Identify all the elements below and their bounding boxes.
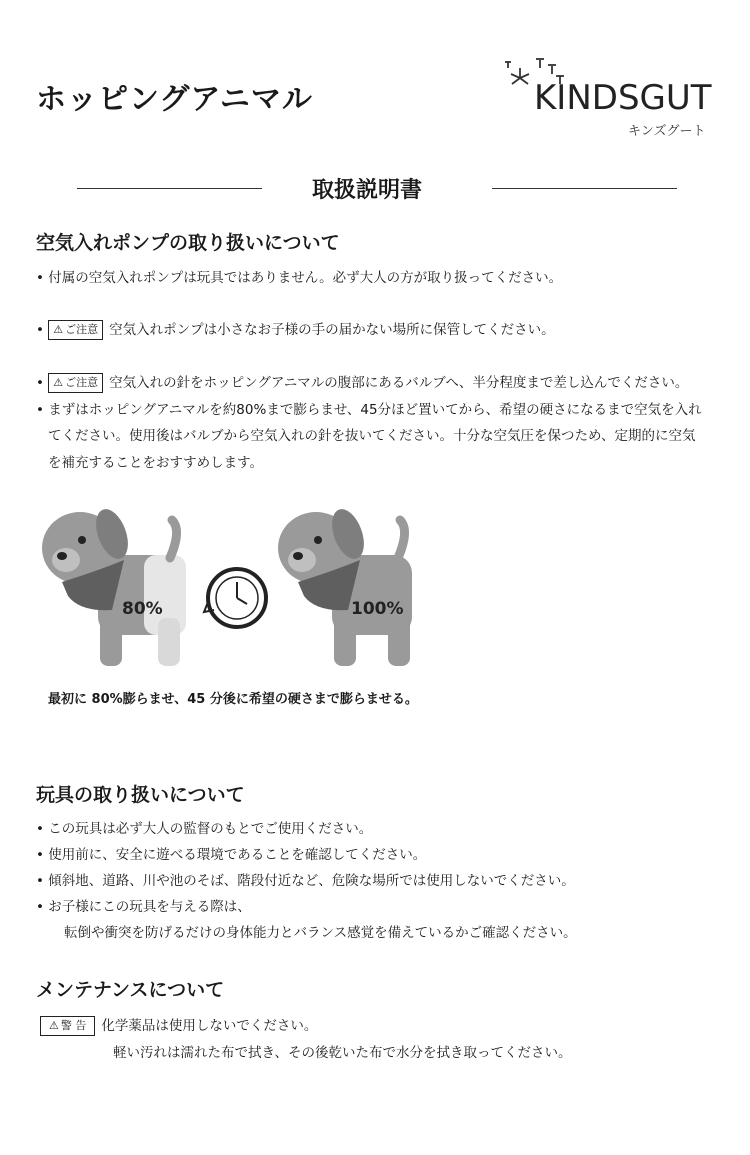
caution-text-2: 空気入れの針をホッピングアニマルの腹部にあるバルブへ、半分程度まで差し込んでください。: [109, 375, 689, 391]
pump-line-2a: • まずはホッピングアニマルを約80%まで膨らませ、45分ほど置いてから、希望の硬さになるまで空気を入れ: [36, 402, 702, 418]
warning-triangle-icon: ⚠: [49, 1019, 59, 1032]
caution-badge: ⚠ ご注意: [48, 320, 103, 340]
caution-text-1: 空気入れポンプは小さなお子様の手の届かない場所に保管してください。: [109, 322, 555, 338]
maintenance-heading: メンテナンスについて: [36, 979, 225, 1001]
clock-icon: [204, 569, 266, 627]
percent-100-label: 100%: [351, 599, 404, 619]
dog-80-icon: [42, 505, 186, 666]
divider-right: [492, 188, 677, 189]
warning-triangle-icon: ⚠: [53, 376, 64, 389]
page-title: ホッピングアニマル: [36, 82, 313, 117]
pump-line-2c: を補充することをおすすめします。: [48, 455, 264, 471]
toy-item-1: • この玩具は必ず大人の監督のもとでご使用ください。: [36, 821, 373, 837]
pump-line-2b: てください。使用後はバルブから空気入れの針を抜いてください。十分な空気圧を保つため、定期的に空気: [48, 428, 696, 444]
caution-badge: ⚠ ご注意: [48, 373, 103, 393]
divider-left: [77, 188, 262, 189]
maintenance-line-1: 化学薬品は使用しないでください。: [101, 1018, 318, 1034]
warning-triangle-icon: ⚠: [53, 323, 64, 336]
toy-section-heading: 玩具の取り扱いについて: [36, 784, 245, 806]
warning-badge: ⚠ 警 告: [40, 1016, 95, 1036]
dog-100-icon: [278, 505, 412, 666]
pump-line-1: • 付属の空気入れポンプは玩具ではありません。必ず大人の方が取り扱ってください。: [36, 270, 563, 286]
brand-kana: キンズグート: [628, 124, 706, 139]
caution-row-2: • ⚠ ご注意 空気入れの針をホッピングアニマルの腹部にあるバルブへ、半分程度まで差し込んでください。: [36, 375, 689, 391]
brand-name: KINDSGUT: [534, 78, 712, 118]
pump-section-heading: 空気入れポンプの取り扱いについて: [36, 232, 340, 254]
toy-item-3: • 傾斜地、道路、川や池のそば、階段付近など、危険な場所では使用しないでください。: [36, 873, 575, 889]
percent-80-label: 80%: [122, 599, 163, 619]
manual-title: 取扱説明書: [312, 178, 423, 203]
brand-logo: [500, 54, 720, 144]
maintenance-row-1: [40, 1014, 317, 1036]
illustration-caption: 最初に 80%膨らませ、45 分後に希望の硬さまで膨らませる。: [48, 692, 418, 707]
toy-item-4-cont: 転倒や衝突を防げるだけの身体能力とバランス感覚を備えているかご確認ください。: [64, 925, 577, 941]
caution-row-1: • ⚠ ご注意 空気入れポンプは小さなお子様の手の届かない場所に保管してください。: [36, 322, 555, 338]
maintenance-line-2: 軽い汚れは濡れた布で拭き、その後乾いた布で水分を拭き取ってください。: [113, 1045, 572, 1061]
toy-item-2: • 使用前に、安全に遊べる環境であることを確認してください。: [36, 847, 427, 863]
toy-item-4: • お子様にこの玩具を与える際は、: [36, 899, 251, 915]
inflation-illustration: [40, 500, 460, 670]
